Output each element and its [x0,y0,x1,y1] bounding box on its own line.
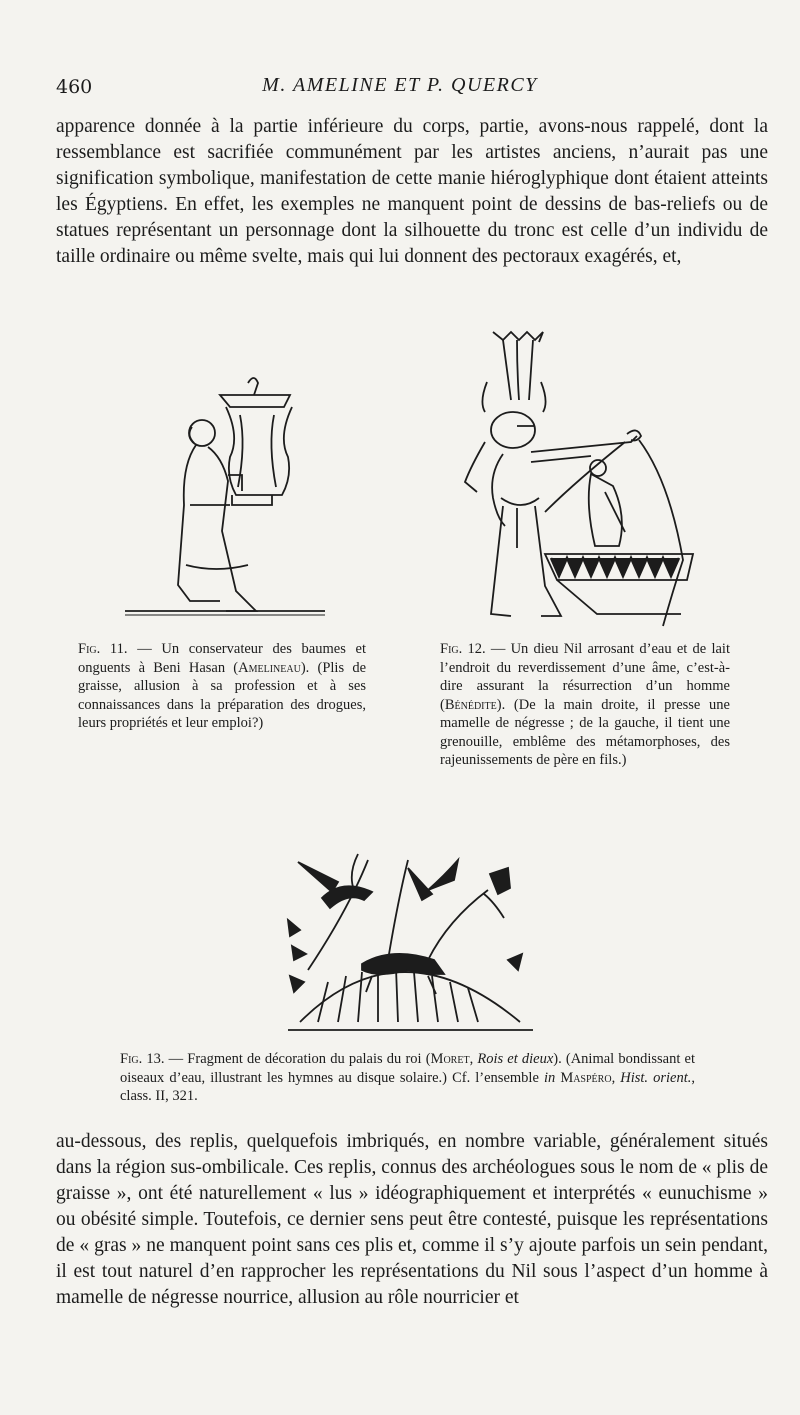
figure-13-label: Fig. 13. [120,1051,165,1067]
figure-12-text-b: ). (De la main droite, il presse une mamelle de négresse ; de la gauche, il tient une grenouille, emblême des métamorphoses, des rajeunissements de père en fils.) [440,696,730,768]
paragraph-top: apparence donnée à la partie inférieure du corps, partie, avons-nous rappelé, dont la ressemblance est sacrifiée communément par les artistes anciens, n’aurait pas une signification symbolique, manifestation de cette manie hiéroglyphique dont étaient atteints les Égyptiens. En effet, les exemples ne manquent point de dessins de bas-reliefs ou de statues représentant un personnage dont la silhouette du tronc est celle d’un individu de taille ordinaire ou même svelte, mais qui lui donnent des pectoraux exagérés, et, [56,116,768,267]
figure-11-text-a: — Un conservateur des baumes et onguents à Beni Hasan ( [78,641,366,676]
figure-12-caption [440,640,730,770]
figure-13-caption [120,1050,695,1106]
figure-13-author-b: Maspéro [560,1069,612,1086]
figure-13-illustration [278,850,540,1038]
page-number: 460 [56,76,93,98]
figure-11-caption [78,640,366,733]
figure-13-text-c: ). (Animal bondissant et oiseaux d’eau, illustrant les hymnes au disque solaire.) Cf. l’ensemble [120,1051,695,1086]
figure-13-work-b: Hist. orient. [620,1069,692,1086]
figure-13-text-e: , [611,1069,621,1086]
figure-12-label: Fig. 12. [440,641,486,657]
figure-13-author-a: Moret [430,1051,470,1067]
figure-13-text-f: , class. II, 321. [120,1069,696,1104]
figure-11-text-b: ). (Plis de graisse, allusion à sa profession et à ses connaissances dans la préparation des drogues, leurs propriétés et leur emploi?) [78,659,367,731]
figure-12-text-a: — Un dieu Nil arrosant d’eau et de lait l’endroit du reverdissement d’une âme, c’est-à-dire assurant la résurrection d’un homme ( [440,641,730,713]
paragraph-bottom: au-dessous, des replis, quelquefois imbriqués, en nombre variable, généralement situés dans la région sus-ombilicale. Ces replis, connus des archéologues sous le nom de « plis de graisse », ont été naturellement « lus » idéographiquement et interprétés « eunuchisme » ou obésité simple. Toutefois, ce dernier sens peut être contesté, puisque les représentations de « gras » ne manquent point sans ces plis et, comme il s’y ajoute parfois un sein pendant, il est tout naturel d’en rapprocher les représentations du Nil sous l’aspect d’un homme à mamelle de négresse nourrice, allusion au rôle nourricier et [56,1131,768,1308]
figure-11-label: Fig. 11. [78,641,128,657]
figure-12-illustration [455,322,700,627]
figure-13-text-a: — Fragment de décoration du palais du roi ( [164,1051,431,1067]
figure-13-text-b: , [469,1051,478,1067]
running-head: M. AMELINE ET P. QUERCY [262,74,538,96]
figure-11-illustration [120,375,330,620]
figure-13-work-a: Rois et dieux [477,1051,554,1067]
figure-13-in: in [543,1069,556,1086]
figure-12-author: Bénédite [444,696,497,713]
figure-11-author: Amelineau [238,659,301,676]
